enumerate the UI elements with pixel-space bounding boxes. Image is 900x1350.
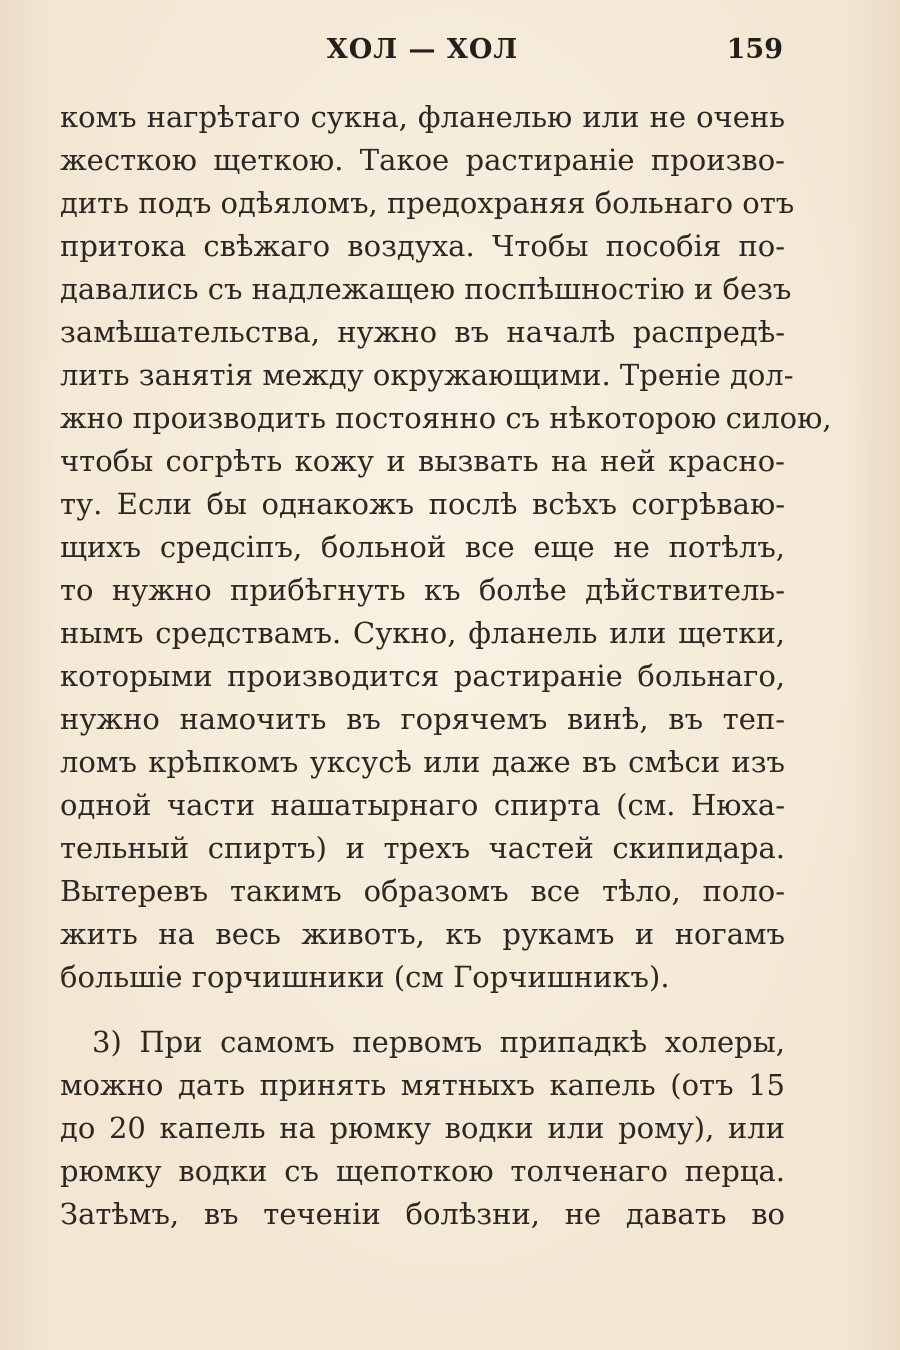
paragraph-1 [60,96,832,999]
text-line: Затѣмъ, въ теченіи болѣзни, не давать во [60,1197,785,1231]
text-line: до 20 капель на рюмку водки или рому), или [60,1111,785,1145]
text-line: рюмку водки съ щепоткою толченаго перца. [60,1154,785,1188]
text-line: комъ нагрѣтаго сукна, фланелью или не очень [60,100,785,134]
running-head: ХОЛ — ХОЛ [326,34,519,65]
text-line: лить занятія между окружающими. Треніе дол- [60,358,794,392]
body-text [60,96,832,1236]
text-line: то нужно прибѣгнуть къ болѣе дѣйствитель- [60,573,785,607]
text-line: одной части нашатырнаго спирта (см. Нюха- [60,788,785,822]
text-line: Вытеревъ такимъ образомъ все тѣло, поло- [60,874,785,908]
text-line: ломъ крѣпкомъ уксусѣ или даже въ смѣси изъ [60,745,785,779]
text-line: щихъ средсіпъ, больной все еще не потѣлъ, [60,530,785,564]
text-line: тельный спиртъ) и трехъ частей скипидара. [60,831,785,865]
text-line: жесткою щеткою. Такое растираніе произво- [60,143,785,177]
text-line: давались съ надлежащею поспѣшностію и безъ [60,272,792,306]
paragraph-2 [60,1021,785,1236]
text-line: можно дать принять мятныхъ капель (отъ 15 [60,1068,785,1102]
page-number: 159 [726,34,783,65]
text-line: которыми производится растираніе больнаго, [60,659,785,693]
page-header [60,30,785,70]
text-line: замѣшательства, нужно въ началѣ распредѣ- [60,315,785,349]
text-line: дить подъ одѣяломъ, предохраняя больнаго отъ [60,186,795,220]
text-line: 3) При самомъ первомъ припадкѣ холеры, [92,1025,785,1059]
text-line: ту. Если бы однакожъ послѣ всѣхъ согрѣваю- [60,487,785,521]
text-line: чтобы согрѣть кожу и вызвать на ней красно- [60,444,785,478]
text-line: жить на весь животъ, къ рукамъ и ногамъ [60,917,785,951]
text-line: нужно намочить въ горячемъ винѣ, въ теп- [60,702,785,736]
text-line: большіе горчишники (см Горчишникъ). [60,960,670,994]
text-line: притока свѣжаго воздуха. Чтобы пособія по- [60,229,785,263]
text-line: жно производить постоянно съ нѣкоторою силою, [60,401,832,435]
text-line: нымъ средствамъ. Сукно, фланель или щетки, [60,616,785,650]
paragraph-gap [60,999,785,1021]
